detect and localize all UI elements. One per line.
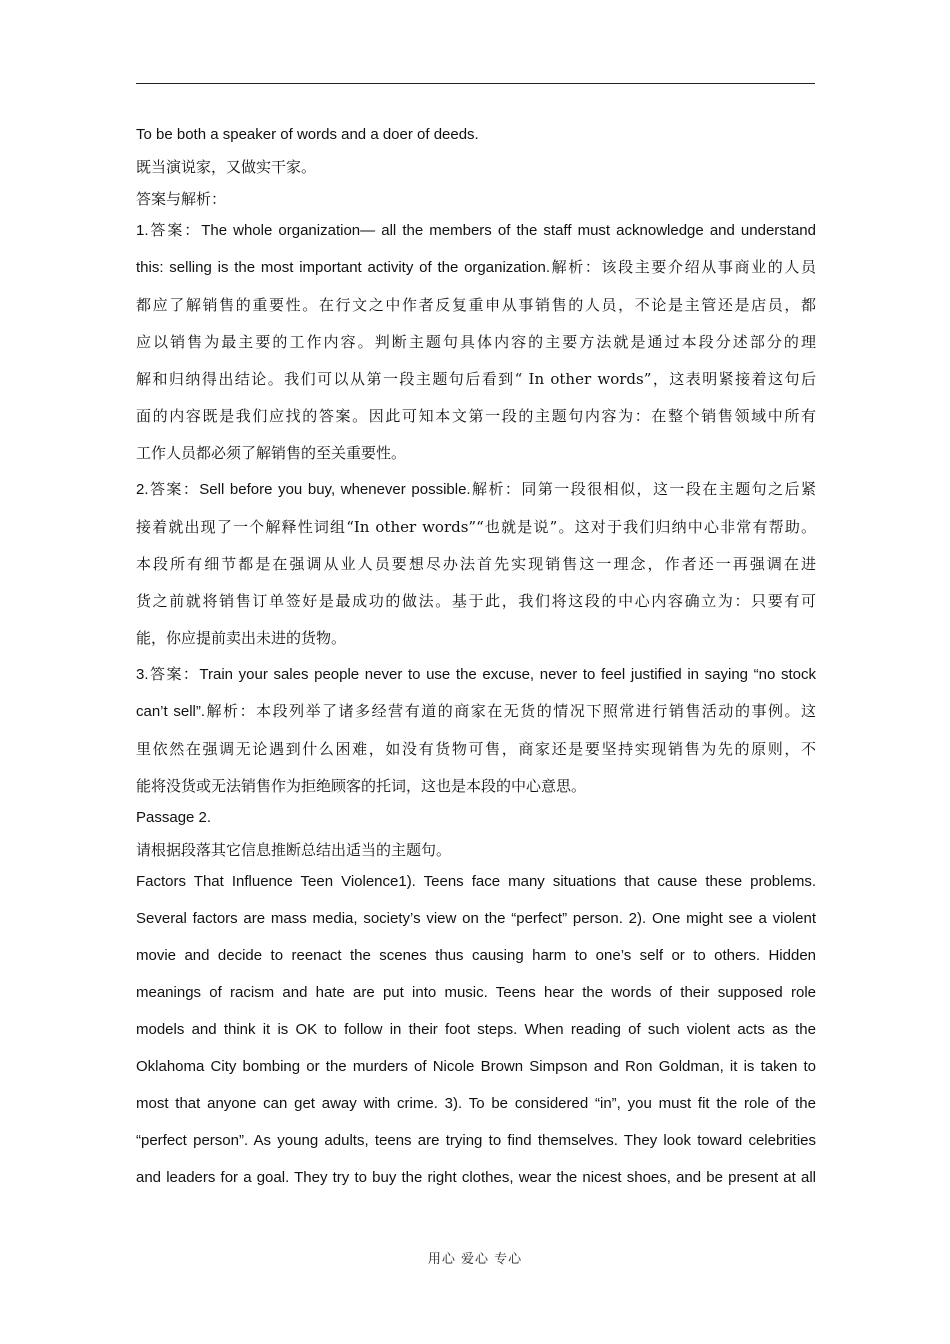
text-line: 都应了解销售的重要性。在行文之中作者反复重申从事销售的人员，不论是主管还是店员，都 <box>136 296 816 314</box>
text-line: To be both a speaker of words and a doer of deeds. <box>136 126 479 143</box>
text-line: most that anyone can get away with crime. 3). To be considered “in”, you must fit the role of the <box>136 1095 816 1112</box>
text-line: 接着就出现了一个解释性词组“In other words”“也就是说”。这对于我们归纳中心非常有帮助。 <box>136 518 816 536</box>
text-line: “perfect person”. As young adults, teens are trying to find themselves. They look toward celebrities <box>136 1132 816 1149</box>
text-line: 里依然在强调无论遇到什么困难，如没有货物可售，商家还是要坚持实现销售为先的原则，不 <box>136 740 816 758</box>
text-line: 既当演说家，又做实干家。 <box>136 158 317 176</box>
text-line: Oklahoma City bombing or the murders of Nicole Brown Simpson and Ron Goldman, it is taken to <box>136 1058 816 1075</box>
text-line: Several factors are mass media, society’s view on the “perfect” person. 2). One might see a violent <box>136 910 816 927</box>
text-line: 工作人员都必须了解销售的至关重要性。 <box>136 444 407 462</box>
text-line: Passage 2. <box>136 809 212 826</box>
text-line: 面的内容既是我们应找的答案。因此可知本文第一段的主题句内容为：在整个销售领域中所有 <box>136 407 816 425</box>
text-line: movie and decide to reenact the scenes thus causing harm to one’s self or to others. Hidden <box>136 947 816 964</box>
text-line: Factors That Influence Teen Violence1). Teens face many situations that cause these problems. <box>136 873 816 890</box>
text-line: 能将没货或无法销售作为拒绝顾客的托词，这也是本段的中心意思。 <box>136 777 587 795</box>
text-line: 3.答案：Train your sales people never to use the excuse, never to feel justified in saying “no stock <box>136 666 816 683</box>
text-line: and leaders for a goal. They try to buy the right clothes, wear the nicest shoes, and be present at all <box>136 1169 816 1186</box>
document-body <box>136 122 816 1202</box>
text-line: 本段所有细节都是在强调从业人员要想尽办法首先实现销售这一理念，作者还一再强调在进 <box>136 555 816 573</box>
text-line: meanings of racism and hate are put into music. Teens hear the words of their supposed role <box>136 984 816 1001</box>
text-line: 1.答案：The whole organization— all the members of the staff must acknowledge and understand <box>136 222 816 239</box>
text-line: 货之前就将销售订单签好是最成功的做法。基于此，我们将这段的中心内容确立为：只要有可 <box>136 592 816 610</box>
text-line: 应以销售为最主要的工作内容。判断主题句具体内容的主要方法就是通过本段分述部分的理 <box>136 333 816 351</box>
page-footer: 用心 爱心 专心 <box>427 1252 523 1267</box>
text-line: 能，你应提前卖出未进的货物。 <box>136 629 347 647</box>
text-line: 请根据段落其它信息推断总结出适当的主题句。 <box>136 841 452 859</box>
text-line: can’t sell”.解析：本段列举了诸多经营有道的商家在无货的情况下照常进行销售活动的事例。这 <box>136 703 816 720</box>
text-line: 解和归纳得出结论。我们可以从第一段主题句后看到“ In other words”，这表明紧接着这句后 <box>136 370 816 388</box>
text-line: 2.答案：Sell before you buy, whenever possible.解析：同第一段很相似，这一段在主题句之后紧 <box>136 481 816 498</box>
text-line: this: selling is the most important activity of the organization.解析：该段主要介绍从事商业的人员 <box>136 259 816 276</box>
header-rule <box>136 83 815 84</box>
text-line: models and think it is OK to follow in their foot steps. When reading of such violent acts as the <box>136 1021 816 1038</box>
text-line: 答案与解析： <box>136 190 227 208</box>
